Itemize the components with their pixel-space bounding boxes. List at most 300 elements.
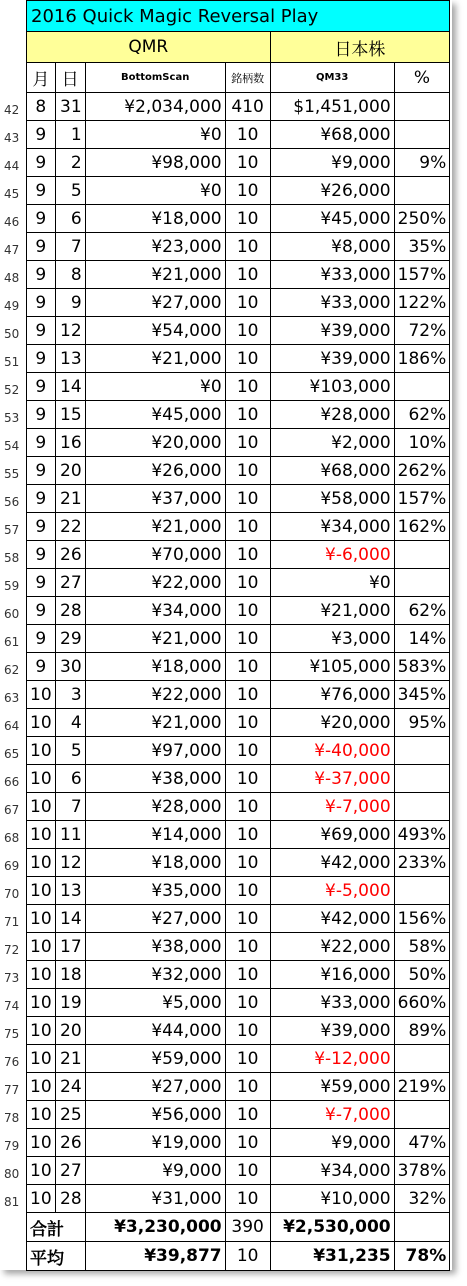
cell-percent[interactable]: 233% (394, 849, 450, 877)
cell-stock-count[interactable]: 10 (225, 681, 270, 709)
row-number-column (0, 0, 26, 1270)
cell-bottomscan[interactable]: ¥0 (85, 373, 225, 401)
cell-stock-count[interactable]: 10 (225, 317, 270, 345)
cell-month[interactable]: 9 (27, 457, 56, 485)
cell-month[interactable]: 10 (27, 765, 56, 793)
cell-month[interactable]: 10 (27, 849, 56, 877)
cell-percent[interactable]: 262% (394, 457, 450, 485)
cell-month[interactable]: 9 (27, 569, 56, 597)
cell-stock-count[interactable]: 410 (225, 93, 270, 121)
cell-percent[interactable]: 250% (394, 205, 450, 233)
cell-qm33[interactable]: ¥42,000 (270, 905, 394, 933)
cell-day[interactable]: 18 (55, 961, 85, 989)
table-row (27, 681, 450, 709)
cell-stock-count[interactable]: 10 (225, 429, 270, 457)
cell-stock-count[interactable]: 10 (225, 849, 270, 877)
cell-stock-count[interactable]: 10 (225, 877, 270, 905)
cell-total-qm33[interactable]: ¥31,235 (270, 1242, 394, 1271)
cell-bottomscan[interactable]: ¥27,000 (85, 905, 225, 933)
cell-day[interactable]: 26 (55, 541, 85, 569)
cell-percent[interactable]: 583% (394, 653, 450, 681)
cell-qm33[interactable]: ¥68,000 (270, 121, 394, 149)
cell-month[interactable]: 10 (27, 961, 56, 989)
cell-percent[interactable]: 72% (394, 317, 450, 345)
cell-month[interactable]: 10 (27, 1129, 56, 1157)
cell-percent[interactable]: 58% (394, 933, 450, 961)
cell-day[interactable]: 20 (55, 457, 85, 485)
cell-bottomscan[interactable]: ¥38,000 (85, 933, 225, 961)
row-number: 81 (4, 1194, 20, 1209)
cell-stock-count[interactable]: 10 (225, 1185, 270, 1213)
cell-day[interactable]: 14 (55, 373, 85, 401)
cell-qm33[interactable]: ¥39,000 (270, 317, 394, 345)
cell-bottomscan[interactable]: ¥0 (85, 177, 225, 205)
cell-qm33[interactable]: ¥33,000 (270, 261, 394, 289)
cell-percent[interactable]: 62% (394, 597, 450, 625)
cell-bottomscan[interactable]: ¥18,000 (85, 849, 225, 877)
cell-day[interactable]: 31 (55, 93, 85, 121)
cell-stock-count[interactable]: 10 (225, 569, 270, 597)
header-bottomscan[interactable]: BottomScan (85, 63, 225, 93)
cell-qm33[interactable]: ¥20,000 (270, 709, 394, 737)
cell-stock-count[interactable]: 10 (225, 513, 270, 541)
cell-total-percent[interactable] (394, 1213, 450, 1242)
cell-month[interactable]: 10 (27, 821, 56, 849)
cell-stock-count[interactable]: 10 (225, 289, 270, 317)
cell-stock-count[interactable]: 10 (225, 793, 270, 821)
header-percent[interactable]: % (394, 63, 450, 93)
cell-day[interactable]: 6 (55, 765, 85, 793)
cell-qm33[interactable]: ¥39,000 (270, 345, 394, 373)
cell-percent[interactable] (394, 737, 450, 765)
table-row (27, 1185, 450, 1213)
cell-total-stock-count[interactable]: 10 (225, 1242, 270, 1271)
row-number: 43 (4, 130, 20, 145)
cell-percent[interactable]: 62% (394, 401, 450, 429)
cell-percent[interactable]: 89% (394, 1017, 450, 1045)
cell-qm33[interactable]: ¥34,000 (270, 1157, 394, 1185)
cell-stock-count[interactable]: 10 (225, 1017, 270, 1045)
cell-percent[interactable] (394, 177, 450, 205)
cell-bottomscan[interactable]: ¥27,000 (85, 289, 225, 317)
cell-total-label[interactable]: 平均 (27, 1242, 86, 1271)
cell-total-bottomscan[interactable]: ¥39,877 (85, 1242, 225, 1271)
cell-month[interactable]: 9 (27, 177, 56, 205)
cell-stock-count[interactable]: 10 (225, 1101, 270, 1129)
header-stock-count[interactable]: 銘柄数 (225, 63, 270, 93)
row-number: 45 (4, 186, 20, 201)
cell-day[interactable]: 21 (55, 485, 85, 513)
table-row (27, 597, 450, 625)
cell-day[interactable]: 22 (55, 513, 85, 541)
cell-bottomscan[interactable]: ¥38,000 (85, 765, 225, 793)
cell-bottomscan[interactable]: ¥34,000 (85, 597, 225, 625)
cell-percent[interactable]: 157% (394, 485, 450, 513)
cell-stock-count[interactable]: 10 (225, 457, 270, 485)
cell-bottomscan[interactable]: ¥54,000 (85, 317, 225, 345)
cell-month[interactable]: 8 (27, 93, 56, 121)
cell-percent[interactable]: 186% (394, 345, 450, 373)
table-row (27, 961, 450, 989)
cell-month[interactable]: 9 (27, 401, 56, 429)
table-row (27, 625, 450, 653)
cell-bottomscan[interactable]: ¥37,000 (85, 485, 225, 513)
cell-qm33[interactable]: ¥2,000 (270, 429, 394, 457)
cell-bottomscan[interactable]: ¥35,000 (85, 877, 225, 905)
table-row (27, 541, 450, 569)
cell-qm33[interactable]: ¥103,000 (270, 373, 394, 401)
cell-stock-count[interactable]: 10 (225, 905, 270, 933)
cell-day[interactable]: 4 (55, 709, 85, 737)
cell-percent[interactable] (394, 373, 450, 401)
cell-qm33[interactable]: ¥33,000 (270, 289, 394, 317)
cell-day[interactable]: 30 (55, 653, 85, 681)
cell-qm33[interactable]: ¥59,000 (270, 1073, 394, 1101)
cell-stock-count[interactable]: 10 (225, 1129, 270, 1157)
cell-day[interactable]: 5 (55, 737, 85, 765)
cell-month[interactable]: 10 (27, 1185, 56, 1213)
cell-percent[interactable]: 162% (394, 513, 450, 541)
cell-qm33[interactable]: ¥22,000 (270, 933, 394, 961)
group-japan-stocks[interactable]: 日本株 (270, 32, 450, 63)
cell-qm33[interactable]: ¥34,000 (270, 513, 394, 541)
group-header-row (27, 32, 450, 63)
cell-day[interactable]: 29 (55, 625, 85, 653)
cell-month[interactable]: 9 (27, 317, 56, 345)
cell-day[interactable]: 20 (55, 1017, 85, 1045)
cell-stock-count[interactable]: 10 (225, 765, 270, 793)
cell-percent[interactable] (394, 569, 450, 597)
cell-day[interactable]: 12 (55, 317, 85, 345)
cell-bottomscan[interactable]: ¥21,000 (85, 625, 225, 653)
cell-bottomscan[interactable]: ¥19,000 (85, 1129, 225, 1157)
row-number: 79 (4, 1138, 20, 1153)
table-row (27, 793, 450, 821)
cell-qm33[interactable]: ¥26,000 (270, 177, 394, 205)
cell-month[interactable]: 9 (27, 121, 56, 149)
cell-qm33[interactable]: ¥10,000 (270, 1185, 394, 1213)
cell-qm33[interactable]: ¥33,000 (270, 989, 394, 1017)
average-row (27, 1242, 450, 1271)
total-row (27, 1213, 450, 1242)
cell-day[interactable]: 11 (55, 821, 85, 849)
cell-bottomscan[interactable]: ¥26,000 (85, 457, 225, 485)
cell-percent[interactable]: 47% (394, 1129, 450, 1157)
cell-percent[interactable] (394, 93, 450, 121)
cell-bottomscan[interactable]: ¥22,000 (85, 569, 225, 597)
cell-bottomscan[interactable]: ¥59,000 (85, 1045, 225, 1073)
cell-month[interactable]: 9 (27, 597, 56, 625)
cell-bottomscan[interactable]: ¥20,000 (85, 429, 225, 457)
cell-percent[interactable]: 157% (394, 261, 450, 289)
cell-stock-count[interactable]: 10 (225, 121, 270, 149)
cell-stock-count[interactable]: 10 (225, 1073, 270, 1101)
cell-qm33[interactable]: ¥9,000 (270, 149, 394, 177)
cell-day[interactable]: 14 (55, 905, 85, 933)
cell-stock-count[interactable]: 10 (225, 961, 270, 989)
cell-month[interactable]: 9 (27, 653, 56, 681)
cell-stock-count[interactable]: 10 (225, 989, 270, 1017)
cell-percent[interactable] (394, 1045, 450, 1073)
cell-total-percent[interactable]: 78% (394, 1242, 450, 1271)
header-qm33[interactable]: QM33 (270, 63, 394, 93)
cell-percent[interactable]: 35% (394, 233, 450, 261)
cell-qm33[interactable]: ¥39,000 (270, 1017, 394, 1045)
cell-stock-count[interactable]: 10 (225, 821, 270, 849)
cell-bottomscan[interactable]: ¥9,000 (85, 1157, 225, 1185)
cell-bottomscan[interactable]: ¥44,000 (85, 1017, 225, 1045)
table-row (27, 737, 450, 765)
cell-stock-count[interactable]: 10 (225, 541, 270, 569)
cell-percent[interactable]: 122% (394, 289, 450, 317)
cell-percent[interactable]: 156% (394, 905, 450, 933)
cell-percent[interactable]: 50% (394, 961, 450, 989)
cell-day[interactable]: 1 (55, 121, 85, 149)
cell-month[interactable]: 10 (27, 933, 56, 961)
cell-qm33[interactable]: ¥-5,000 (270, 877, 394, 905)
cell-total-bottomscan[interactable]: ¥3,230,000 (85, 1213, 225, 1242)
cell-stock-count[interactable]: 10 (225, 597, 270, 625)
cell-stock-count[interactable]: 10 (225, 205, 270, 233)
row-number: 62 (4, 662, 20, 677)
cell-qm33[interactable]: ¥0 (270, 569, 394, 597)
cell-bottomscan[interactable]: ¥32,000 (85, 961, 225, 989)
table-row (27, 177, 450, 205)
cell-day[interactable]: 17 (55, 933, 85, 961)
sheet-title[interactable]: 2016 Quick Magic Reversal Play (27, 1, 450, 32)
cell-stock-count[interactable]: 10 (225, 1045, 270, 1073)
cell-stock-count[interactable]: 10 (225, 233, 270, 261)
cell-stock-count[interactable]: 10 (225, 1157, 270, 1185)
cell-bottomscan[interactable]: ¥31,000 (85, 1185, 225, 1213)
cell-bottomscan[interactable]: ¥21,000 (85, 513, 225, 541)
cell-bottomscan[interactable]: ¥21,000 (85, 709, 225, 737)
cell-month[interactable]: 9 (27, 485, 56, 513)
row-number: 55 (4, 466, 20, 481)
row-number: 46 (4, 214, 20, 229)
cell-day[interactable]: 25 (55, 1101, 85, 1129)
row-number: 49 (4, 298, 20, 313)
cell-qm33[interactable]: ¥21,000 (270, 597, 394, 625)
cell-qm33[interactable]: ¥58,000 (270, 485, 394, 513)
cell-month[interactable]: 10 (27, 793, 56, 821)
cell-month[interactable]: 9 (27, 149, 56, 177)
cell-day[interactable]: 24 (55, 1073, 85, 1101)
cell-stock-count[interactable]: 10 (225, 933, 270, 961)
cell-month[interactable]: 10 (27, 877, 56, 905)
table-row (27, 989, 450, 1017)
row-number: 69 (4, 858, 20, 873)
row-number: 47 (4, 242, 20, 257)
cell-percent[interactable]: 219% (394, 1073, 450, 1101)
cell-month[interactable]: 10 (27, 1017, 56, 1045)
cell-day[interactable]: 26 (55, 1129, 85, 1157)
row-number: 70 (4, 886, 20, 901)
cell-day[interactable]: 27 (55, 569, 85, 597)
cell-bottomscan[interactable]: ¥5,000 (85, 989, 225, 1017)
table-row (27, 513, 450, 541)
cell-stock-count[interactable]: 10 (225, 177, 270, 205)
cell-bottomscan[interactable]: ¥70,000 (85, 541, 225, 569)
cell-percent[interactable] (394, 793, 450, 821)
cell-qm33[interactable]: ¥42,000 (270, 849, 394, 877)
table-row (27, 457, 450, 485)
cell-stock-count[interactable]: 10 (225, 345, 270, 373)
cell-bottomscan[interactable]: ¥18,000 (85, 205, 225, 233)
cell-day[interactable]: 12 (55, 849, 85, 877)
table-row (27, 205, 450, 233)
cell-bottomscan[interactable]: ¥28,000 (85, 793, 225, 821)
cell-bottomscan[interactable]: ¥14,000 (85, 821, 225, 849)
cell-day[interactable]: 16 (55, 429, 85, 457)
cell-bottomscan[interactable]: ¥97,000 (85, 737, 225, 765)
cell-bottomscan[interactable]: ¥23,000 (85, 233, 225, 261)
cell-percent[interactable]: 378% (394, 1157, 450, 1185)
cell-month[interactable]: 10 (27, 1045, 56, 1073)
cell-month[interactable]: 10 (27, 1073, 56, 1101)
cell-month[interactable]: 9 (27, 625, 56, 653)
cell-month[interactable]: 9 (27, 373, 56, 401)
cell-day[interactable]: 28 (55, 1185, 85, 1213)
table-row (27, 401, 450, 429)
cell-bottomscan[interactable]: ¥27,000 (85, 1073, 225, 1101)
cell-percent[interactable]: 493% (394, 821, 450, 849)
cell-month[interactable]: 9 (27, 541, 56, 569)
qmr-table (26, 0, 450, 1271)
cell-qm33[interactable]: ¥3,000 (270, 625, 394, 653)
cell-qm33[interactable]: ¥9,000 (270, 1129, 394, 1157)
cell-qm33[interactable]: ¥69,000 (270, 821, 394, 849)
cell-month[interactable]: 10 (27, 737, 56, 765)
cell-month[interactable]: 9 (27, 261, 56, 289)
cell-day[interactable]: 7 (55, 793, 85, 821)
cell-qm33[interactable]: ¥105,000 (270, 653, 394, 681)
cell-day[interactable]: 5 (55, 177, 85, 205)
cell-month[interactable]: 10 (27, 989, 56, 1017)
cell-percent[interactable]: 9% (394, 149, 450, 177)
cell-stock-count[interactable]: 10 (225, 709, 270, 737)
cell-bottomscan[interactable]: ¥18,000 (85, 653, 225, 681)
cell-bottomscan[interactable]: ¥21,000 (85, 261, 225, 289)
header-day[interactable]: 日 (55, 63, 85, 93)
cell-month[interactable]: 9 (27, 233, 56, 261)
cell-month[interactable]: 10 (27, 1157, 56, 1185)
cell-bottomscan[interactable]: ¥21,000 (85, 345, 225, 373)
cell-day[interactable]: 27 (55, 1157, 85, 1185)
cell-percent[interactable] (394, 1101, 450, 1129)
cell-percent[interactable] (394, 121, 450, 149)
cell-stock-count[interactable]: 10 (225, 737, 270, 765)
cell-qm33[interactable]: ¥16,000 (270, 961, 394, 989)
cell-qm33[interactable]: ¥-40,000 (270, 737, 394, 765)
cell-bottomscan[interactable]: ¥98,000 (85, 149, 225, 177)
cell-bottomscan[interactable]: ¥56,000 (85, 1101, 225, 1129)
cell-qm33[interactable]: ¥-37,000 (270, 765, 394, 793)
cell-percent[interactable]: 32% (394, 1185, 450, 1213)
cell-day[interactable]: 6 (55, 205, 85, 233)
cell-stock-count[interactable]: 10 (225, 653, 270, 681)
cell-qm33[interactable]: ¥28,000 (270, 401, 394, 429)
cell-qm33[interactable]: ¥-6,000 (270, 541, 394, 569)
cell-qm33[interactable]: ¥8,000 (270, 233, 394, 261)
cell-day[interactable]: 13 (55, 877, 85, 905)
table-row (27, 765, 450, 793)
cell-stock-count[interactable]: 10 (225, 261, 270, 289)
cell-month[interactable]: 9 (27, 513, 56, 541)
cell-bottomscan[interactable]: ¥22,000 (85, 681, 225, 709)
cell-month[interactable]: 10 (27, 905, 56, 933)
cell-day[interactable]: 13 (55, 345, 85, 373)
cell-month[interactable]: 10 (27, 1101, 56, 1129)
group-qmr[interactable]: QMR (27, 32, 271, 63)
cell-percent[interactable]: 345% (394, 681, 450, 709)
cell-month[interactable]: 9 (27, 205, 56, 233)
cell-bottomscan[interactable]: ¥0 (85, 121, 225, 149)
cell-day[interactable]: 15 (55, 401, 85, 429)
cell-percent[interactable]: 660% (394, 989, 450, 1017)
cell-bottomscan[interactable]: ¥2,034,000 (85, 93, 225, 121)
table-row (27, 569, 450, 597)
cell-total-qm33[interactable]: ¥2,530,000 (270, 1213, 394, 1242)
cell-qm33[interactable]: ¥76,000 (270, 681, 394, 709)
row-number: 80 (4, 1166, 20, 1181)
cell-qm33[interactable]: ¥45,000 (270, 205, 394, 233)
cell-day[interactable]: 7 (55, 233, 85, 261)
cell-month[interactable]: 9 (27, 429, 56, 457)
row-number: 75 (4, 1026, 20, 1041)
cell-qm33[interactable]: ¥-12,000 (270, 1045, 394, 1073)
cell-stock-count[interactable]: 10 (225, 625, 270, 653)
cell-qm33[interactable]: ¥-7,000 (270, 1101, 394, 1129)
header-month[interactable]: 月 (27, 63, 56, 93)
row-number: 61 (4, 634, 20, 649)
row-number: 57 (4, 522, 20, 537)
cell-percent[interactable] (394, 877, 450, 905)
cell-stock-count[interactable]: 10 (225, 401, 270, 429)
row-number: 60 (4, 606, 20, 621)
cell-day[interactable]: 28 (55, 597, 85, 625)
row-number: 48 (4, 270, 20, 285)
cell-percent[interactable]: 10% (394, 429, 450, 457)
cell-day[interactable]: 21 (55, 1045, 85, 1073)
cell-month[interactable]: 9 (27, 289, 56, 317)
cell-percent[interactable] (394, 541, 450, 569)
cell-qm33[interactable]: ¥68,000 (270, 457, 394, 485)
cell-day[interactable]: 3 (55, 681, 85, 709)
cell-day[interactable]: 8 (55, 261, 85, 289)
cell-month[interactable]: 9 (27, 345, 56, 373)
cell-month[interactable]: 10 (27, 681, 56, 709)
cell-percent[interactable]: 95% (394, 709, 450, 737)
cell-stock-count[interactable]: 10 (225, 485, 270, 513)
cell-qm33[interactable]: $1,451,000 (270, 93, 394, 121)
cell-total-label[interactable]: 合計 (27, 1213, 86, 1242)
row-number: 51 (4, 354, 20, 369)
cell-bottomscan[interactable]: ¥45,000 (85, 401, 225, 429)
cell-day[interactable]: 19 (55, 989, 85, 1017)
cell-percent[interactable]: 14% (394, 625, 450, 653)
cell-qm33[interactable]: ¥-7,000 (270, 793, 394, 821)
cell-percent[interactable] (394, 765, 450, 793)
cell-month[interactable]: 10 (27, 709, 56, 737)
table-row (27, 933, 450, 961)
cell-total-stock-count[interactable]: 390 (225, 1213, 270, 1242)
cell-day[interactable]: 2 (55, 149, 85, 177)
cell-day[interactable]: 9 (55, 289, 85, 317)
cell-stock-count[interactable]: 10 (225, 373, 270, 401)
row-number: 76 (4, 1054, 20, 1069)
cell-stock-count[interactable]: 10 (225, 149, 270, 177)
